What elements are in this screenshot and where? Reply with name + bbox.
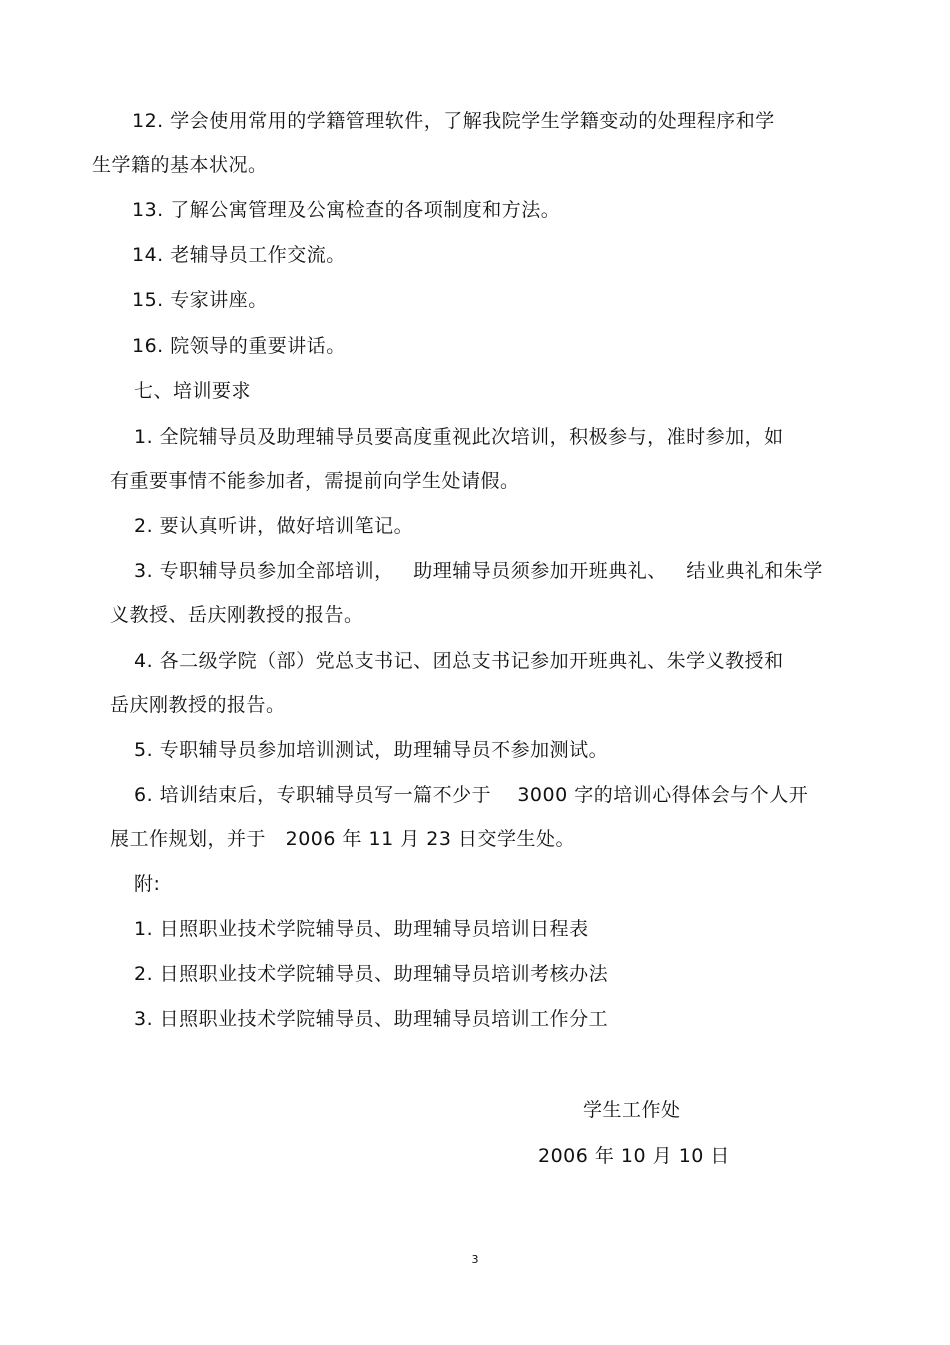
section-heading: 七、培训要求: [134, 380, 252, 402]
requirement-6-line1: 6. 培训结束后，专职辅导员写一篇不少于 3000 字的培训心得体会与个人开: [134, 784, 809, 806]
item-15: 15. 专家讲座。: [132, 289, 268, 311]
item-13: 13. 了解公寓管理及公寓检查的各项制度和方法。: [132, 199, 561, 221]
requirement-4-line2: 岳庆刚教授的报告。: [110, 694, 286, 716]
attachments-label: 附:: [134, 873, 161, 895]
attachment-3: 3. 日照职业技术学院辅导员、助理辅导员培训工作分工: [134, 1008, 609, 1030]
requirement-2: 2. 要认真听讲，做好培训笔记。: [134, 515, 414, 537]
requirement-1-line1: 1. 全院辅导员及助理辅导员要高度重视此次培训，积极参与，准时参加，如: [134, 426, 784, 448]
requirement-6-line2: 展工作规划，并于 2006 年 11 月 23 日交学生处。: [110, 828, 576, 850]
attachment-2: 2. 日照职业技术学院辅导员、助理辅导员培训考核办法: [134, 963, 609, 985]
item-12-line1: 12. 学会使用常用的学籍管理软件，了解我院学生学籍变动的处理程序和学: [132, 110, 775, 132]
requirement-1-line2: 有重要事情不能参加者，需提前向学生处请假。: [110, 470, 520, 492]
attachment-1: 1. 日照职业技术学院辅导员、助理辅导员培训日程表: [134, 918, 589, 940]
item-14: 14. 老辅导员工作交流。: [132, 244, 346, 266]
item-12-line2: 生学籍的基本状况。: [92, 154, 268, 176]
requirement-4-line1: 4. 各二级学院（部）党总支书记、团总支书记参加开班典礼、朱学义教授和: [134, 650, 784, 672]
requirement-3-line1: 3. 专职辅导员参加全部培训， 助理辅导员须参加开班典礼、 结业典礼和朱学: [134, 560, 823, 582]
item-16: 16. 院领导的重要讲话。: [132, 335, 346, 357]
requirement-5: 5. 专职辅导员参加培训测试，助理辅导员不参加测试。: [134, 739, 609, 761]
signature-date: 2006 年 10 月 10 日: [538, 1145, 730, 1167]
page-number: 3: [471, 1253, 479, 1266]
requirement-3-line2: 义教授、岳庆刚教授的报告。: [110, 604, 364, 626]
signature-office: 学生工作处: [583, 1099, 681, 1121]
